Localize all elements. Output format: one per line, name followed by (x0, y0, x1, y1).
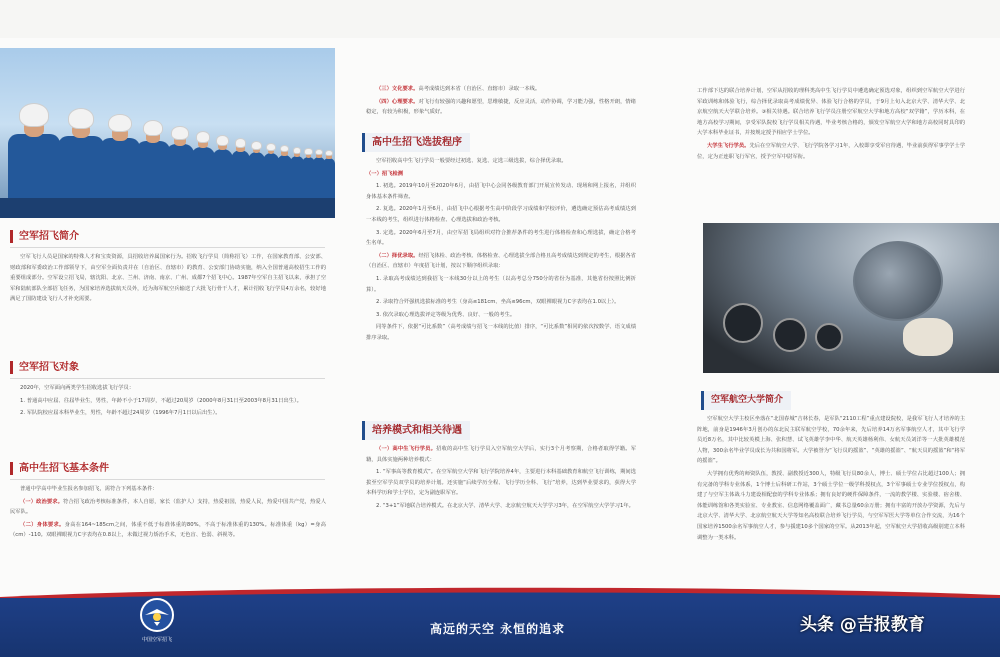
university-text: 空军航空大学主校区坐落在“北国春城”吉林长春，是军队“2110工程”重点建设院校，是我军飞行人才培养的主阵地，前身是1946年3月创办的东北民主联军航空学校，70余年来，先后培养14万名军事航空人才，其中飞行学员近8万名，其中比较英模上海、张积慧、试飞英雄学李中华、航天英雄杨利伟、女航天员刘洋等一大批英雄模范人物，300余名毕业学员成长为共和国将军。大学被誉为“飞行员的摇篮”、“英雄的摇篮”、“航天员的摇篮”和“将军的摇篮”。 大学拥有优秀的师资队伍，教授、副教授近300人，特级飞行员80余人，博士、硕士学位占比超过100人；拥有完备的学科专业体系，1个博士后科研工作站，3个硕士学位一级学科授权点，3个军事硕士专业学位授权点，构建了与空军主体战斗力建设相配套的学科专业体系；拥有良好的硬件保障条件，一流的教学楼、实验楼、宿舍楼、体能训练馆和各类实验室、专业教室、信息网络覆盖面广，藏书总量60余万册；拥有丰富的开放办学资源，先后与北京大学、清华大学、北京航空航天大学等知名高校联合培养飞行学员，与空军军医大学等单位合作交流，为16个国家培养1500余名军事航空人才，参与援建10多个国家的空军。从2013年起，空军航空大学招收高级别建立本科调整为一类本科。 (697, 416, 965, 541)
pilot-glove (903, 318, 953, 356)
training-title: 培养模式和相关待遇 (362, 421, 470, 440)
joint-training-text: 工作部下达的联合培养计划，空军从招收的理科类高中生飞行学员中遴选确定预选对象，组织到空军航空大学进行军政训练和体验飞行，综合择优录取高考成绩优异、体验飞行合格的学员，于9月上旬入北京大学、清华大学、北京航空航天大学联合培养。③相关待遇。联合培养飞行学员注册空军航空大学和地方高校“双学籍”，学历本科，在地方高校学习期间，享受军队院校飞行学员相关待遇，毕业考核合格的，颁发空军航空大学和地方高校同时具印的大学本科毕业证书，并按规定授予相应学士学位。 大学生飞行学员。先后在空军航空大学、飞行学院各学习1年，入校即享受军官待遇，毕业前获得军事学学士学位，定为正连职飞行军官，授予空军中尉军衔。 (697, 88, 965, 160)
procedure-text: 空军招收高中生飞行学员一般要经过初选、复选、定选三级选拔，综合择优录取。 （一）招飞检测 1. 初选。2019年10月至2020年6月，由招飞中心会同各级教育部门开展宣传发动、现场和网上报名，并组织身体基本条件筛查。 2. 复选。2020年1月至6月，由招飞中心根据考生高中阶段学习成绩和学校评价，遴选确定预估高考成绩达到一本线的考生，组织进行体格检查、心理选拔和政治考核。 3. 定选。2020年6月至7月，由空军招飞局组织对符合推荐条件的考生进行体格检查和心理选拔，确定合格考生名单。 （二）择优录取。经招飞体检、政治考核、体格检查、心理选拔全部合格且高考成绩达到规定的考生，根据各省（自治区、直辖市）年度招飞计划，按以下顺序组织录取： 1. 录取高考成绩达到我招飞一本线30分以上的考生（以高考总分750分的省份为基准，其他省份按照比例折算）。 2. 录取符合歼强机选拔标准的考生（身高≤181cm、坐高≤96cm，双眼裸眼视力C字表均在1.0以上）。 3. 依次录取心理选拔评定等级为优秀、良好、一般的考生。 同等条件下，依据“可比系数”（高考成绩与招飞一本线的比值）排序，“可比系数”相同的依次按数学、语文成绩排序录取。 (366, 158, 636, 341)
instrument-gauge (815, 323, 843, 351)
requirements-text: （三）文化要求。高考成绩达到本省（自治区、直辖市）录取一本线。 （四）心理要求。对飞行有较强的兴趣和愿望，思维敏捷，反应灵活，动作协调，学习能力强，性格开朗，情绪稳定，有较为积极，形象气质好。 (366, 86, 636, 116)
target-title: 空军招飞对象 (10, 361, 79, 374)
middle-panel (338, 38, 663, 598)
ground-strip (0, 198, 335, 218)
divider (10, 479, 325, 480)
target-text: 2020年，空军面向两类学生招收选拔飞行学员： 1. 普通高中应届、往届毕业生，男性，年龄不小于17周岁，不超过20周岁（2000年8月31日至2003年8月31日出生）。 2. 军队院校应届本科毕业生，男性，年龄不超过24周岁（1996年7月1日以后出生）。 (20, 385, 302, 417)
divider (10, 247, 325, 248)
cockpit-photo (703, 223, 999, 373)
intro-title: 空军招飞简介 (10, 230, 79, 243)
instrument-gauge (723, 303, 763, 343)
instrument-gauge (773, 318, 807, 352)
saluting-pilots-photo (0, 48, 335, 218)
footer-slogan: 高远的天空 永恒的追求 (430, 622, 566, 636)
divider (10, 378, 325, 379)
conditions-text: 普通中学高中毕业生报名参加招飞，需符合下列基本条件： （一）政治要求。符合招飞政治考核标准条件，本人自愿，家长（监护人）支持，热爱祖国，热爱人民，热爱中国共产党，热爱人民军队。 （二）身体要求。身高在164~185cm之间，体重不低于标准体重的80%，不高于标准体重的130%。标准体重（kg）=身高（cm）-110。双眼裸眼视力C字表均在0.8以上，未做过视力矫治手术，无色盲、色弱、斜视等。 (10, 486, 326, 539)
logo-text: 中国空军招飞 (141, 637, 172, 643)
procedure-title: 高中生招飞选拔程序 (362, 133, 470, 152)
conditions-title: 高中生招飞基本条件 (10, 462, 109, 475)
source-watermark: 头条 @吉报教育 (800, 615, 925, 635)
air-force-badge-icon (140, 598, 174, 632)
intro-text: 空军飞行人员是国家的特殊人才和宝贵资源，具招收培养属国家行为。招收飞行学员（简称招飞）工作，在国家教育部、公安部、财政部和军委政治工作部领导下，由空军全面负责并在（自治区、直辖市）的教育、公安部门协助实施，纳入全国普通高校招生工作的重要组成部分。空军设立招飞局，辖沈阳、北京、兰州、济南、南京、广州、成都7个招飞中心。1987年空军自主招飞以来，承担了空军和陆航部队全部招飞任务，为国家培养选拔航天员外，近为海军航空兵输送了大批飞行骨干人才，累计招收飞行学员4万余名，较好地满足了国防建设飞行人才补充需要。 (10, 254, 326, 303)
university-title: 空军航空大学简介 (701, 391, 791, 410)
training-text: （一）高中生飞行学员。招收的高中生飞行学员入空军航空大学后，实行3个月考察期，合格者取得学籍。军籍，具体实施两种培养模式： 1. “军事高等教育模式”。在空军航空大学和飞行学院培养4年，主要进行本科基础教育和航空飞行训练，期间选拔至空军学员双学员的培养计划。还实施“后续学历全程、飞行学历全科、飞行”培养，达到毕业要求的，获得大学本科学历和学士学位，定为副连职军官。 2. “3+1”军地联合培养模式。在北京大学、清华大学、北京航空航天大学学习3年，在空军航空大学学习1年。 (366, 446, 636, 509)
left-panel (0, 38, 338, 598)
right-panel (663, 38, 1000, 598)
pilot-helmet (853, 241, 943, 321)
